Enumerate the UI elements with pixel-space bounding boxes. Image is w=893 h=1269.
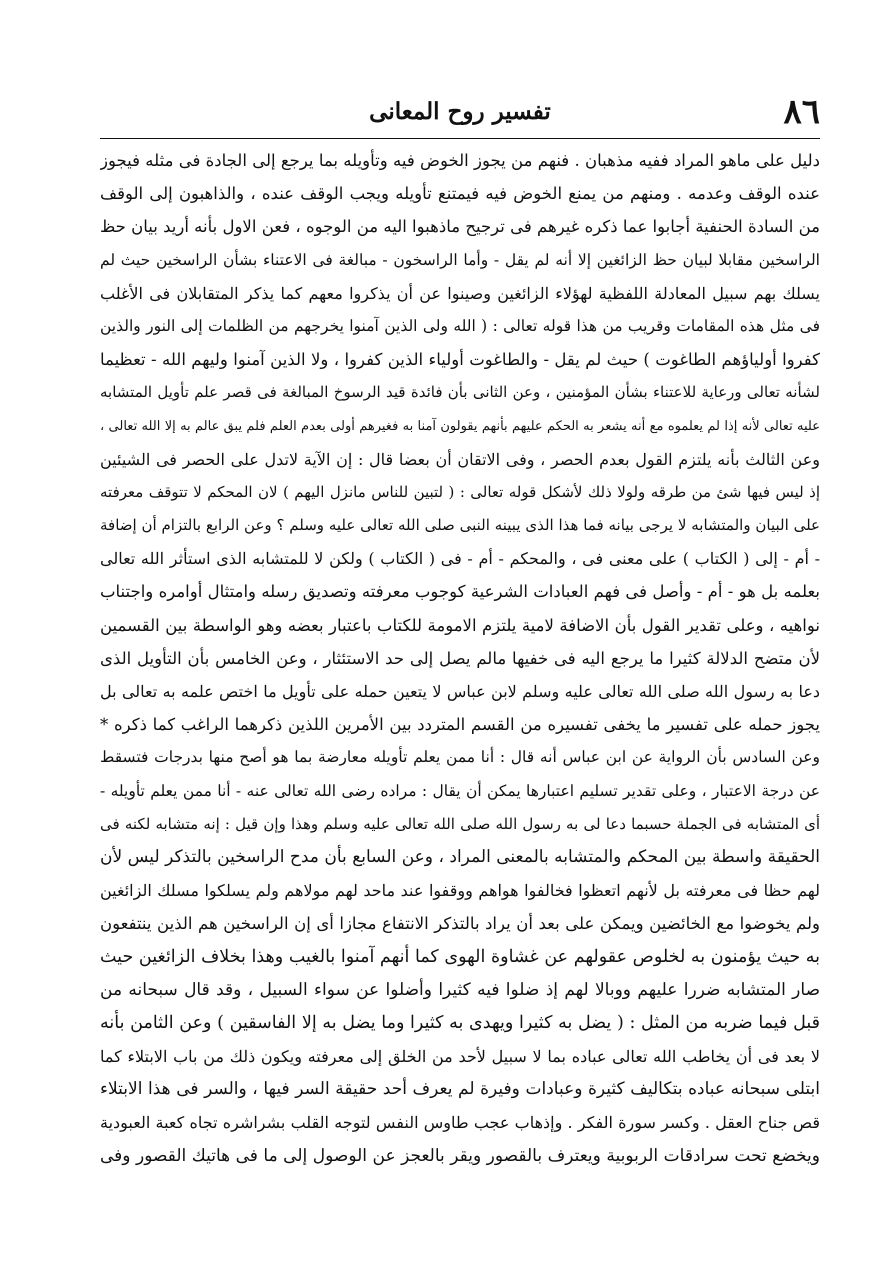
text-line: كفروا أولياؤهم الطاغوت ) حيث لم يقل - والطاغوت أولياء الذين كفروا ، ولا الذين آمنوا وليهم الله - تعظيما — [100, 350, 820, 370]
text-line: فى مثل هذه المقامات وقريب من هذا قوله تعالى : ( الله ولى الذين آمنوا يخرجهم من الظلمات إلى النور والذين — [100, 316, 820, 335]
header-rule — [100, 138, 820, 139]
text-line: الراسخين مقابلا لبيان حظ الزائغين إلا أنه لم يقل - وأما الراسخون - مبالغة فى الاعتناء بشأن الراسخين حيث لم — [100, 250, 820, 269]
text-line: أى المتشابه فى الجملة حسبما دعا لى به رسول الله صلى الله تعالى عليه وسلم وهذا وإن قيل : إنه متشابه لكنه فى — [100, 814, 820, 833]
text-line: عن درجة الاعتبار ، وعلى تقدير تسليم اعتبارها يمكن أن يقال : مراده رضى الله تعالى عنه - أنا ممن يعلم تأويله - — [100, 781, 820, 800]
text-line: لهم حظا فى معرفته بل لأنهم اتعظوا فخالفوا هواهم ووقفوا عند ماحد لهم مولاهم ولم يسلكوا مسلك الزائغين — [100, 881, 820, 901]
page-number: ٨٦ — [783, 92, 820, 132]
text-line: دعا به رسول الله صلى الله تعالى عليه وسلم لابن عباس لا يتعين حمله على تأويل ما اختص علمه به تعالى بل — [100, 682, 820, 701]
text-line: ابتلى سبحانه عباده بتكاليف كثيرة وعبادات وفيرة لم يعرف أحد حقيقة السر فيها ، والسر فى هذا الابتلاء — [100, 1079, 820, 1100]
text-line: يجوز حمله على تفسير ما يخفى تفسيره من القسم المتردد بين الأمرين اللذين ذكرهما الراغب كما ذكره * — [100, 715, 820, 735]
page-header — [100, 92, 820, 132]
text-line: إذ ليس فيها شئ من طرقه ولولا ذلك لأشكل قوله تعالى : ( لتبين للناس مانزل اليهم ) لان المحكم لا تتوقف معرفته — [100, 482, 820, 501]
text-line: نواهيه ، وعلى تقدير القول بأن الاضافة لامية يلتزم الامومة للكتاب باعتبار بعضه وهو الواسطة بين القسمين — [100, 615, 820, 635]
text-line: الحقيقة واسطة بين المحكم والمتشابه بالمعنى المراد ، وعن السابع بأن مدح الراسخين بالتذكر ليس لأن — [100, 846, 820, 867]
text-line: عنده الوقف وعدمه . ومنهم من يمنع الخوض فيه فيمتنع تأويله ويجب الوقف عنده ، والذاهبون إلى الوقف — [100, 184, 820, 204]
text-line: قبل فيما ضربه من المثل : ( يضل به كثيرا ويهدى به كثيرا وما يضل به إلا الفاسقين ) وعن الثامن بأنه — [100, 1012, 820, 1033]
text-line: به حيث يؤمنون به لخلوص عقولهم عن غشاوة الهوى كما أنهم آمنوا بالغيب وهذا بخلاف الزائغين حيث — [100, 946, 820, 967]
text-line: لا بعد فى أن يخاطب الله تعالى عباده بما لا سبيل لأحد من الخلق إلى معرفته ويكون ذلك من باب الابتلاء كما — [100, 1047, 820, 1067]
text-line: بعلمه بل هو - أم - وأصل فى فهم العبادات الشرعية كوجوب معرفته وتصديق رسله وامتثال أوامره واجتناب — [100, 582, 820, 602]
text-line: على البيان والمتشابه لا يرجى بيانه فما هذا الذى يبينه النبى صلى الله تعالى عليه وسلم ؟ وعن الرابع بالتزام أن إضافة — [100, 516, 820, 535]
text-line: من السادة الحنفية أجابوا عما ذكره غيرهم فى ترجيح ماذهبوا اليه من الوجوه ، فعن الاول بأنه أريد بيان حظ — [100, 217, 820, 237]
text-line: لشأنه تعالى ورعاية للاعتناء بشأن المؤمنين ، وعن الثانى بأن فائدة قيد الرسوخ المبالغة فى قصر علم تأويل المتشابه — [100, 383, 820, 402]
text-line: يسلك بهم سبيل المعادلة اللفظية لهؤلاء الزائغين وصينوا عن أن يذكروا معهم كما يذكر المتقابلان فى الأغلب — [100, 283, 820, 303]
text-line: لأن متضح الدلالة كثيرا ما يرجع اليه فى خفيها مالم يصل إلى حد الاستئثار ، وعن الخامس بأن التأويل الذى — [100, 648, 820, 668]
text-line: قص جناح العقل . وكسر سورة الفكر . وإذهاب عجب طاوس النفس لتوجه القلب بشراشره تجاه كعبة العبودية — [100, 1113, 820, 1133]
text-line: ويخضع تحت سرادقات الربوبية ويعترف بالقصور ويقر بالعجز عن الوصول إلى ما فى هاتيك القصور وفى — [100, 1145, 820, 1166]
text-line: - أم - إلى ( الكتاب ) على معنى فى ، والمحكم - أم - فى ( الكتاب ) ولكن لا للمتشابه الذى استأثر الله تعالى — [100, 549, 820, 569]
text-line: وعن الثالث بأنه يلتزم القول بعدم الحصر ، وفى الاتقان أن بعضا قال : إن الآية لاتدل على الحصر فى الشيئين — [100, 449, 820, 469]
text-line: ولم يخوضوا مع الخائضين ويمكن على بعد أن يراد بالتذكر الانتفاع مجازا أى إن الراسخين هم الذين ينتفعون — [100, 914, 820, 934]
text-line: عليه تعالى لأنه إذا لم يعلموه مع أنه يشعر به الحكم عليهم بأنهم يقولون آمنا به فغيرهم أولى بعدم العلم فلم يبق عالم به إلا الله تعالى ، — [100, 418, 820, 434]
text-line: دليل على ماهو المراد ففيه مذهبان . فنهم من يجوز الخوض فيه وتأويله بما يرجع إلى الجادة فى مثله فيجوز — [100, 151, 820, 170]
running-title: تفسير روح المعانى — [369, 98, 551, 125]
body-text — [100, 144, 820, 1173]
text-line: صار المتشابه ضررا عليهم ووبالا لهم إذ ضلوا فيه كثيرا وأضلوا عن سواء السبيل ، وقد قال سبحانه من — [100, 979, 820, 1000]
text-line: وعن السادس بأن الرواية عن ابن عباس أنه قال : أنا ممن يعلم تأويله معارضة بما هو أصح منها بدرجات فتسقط — [100, 748, 820, 767]
